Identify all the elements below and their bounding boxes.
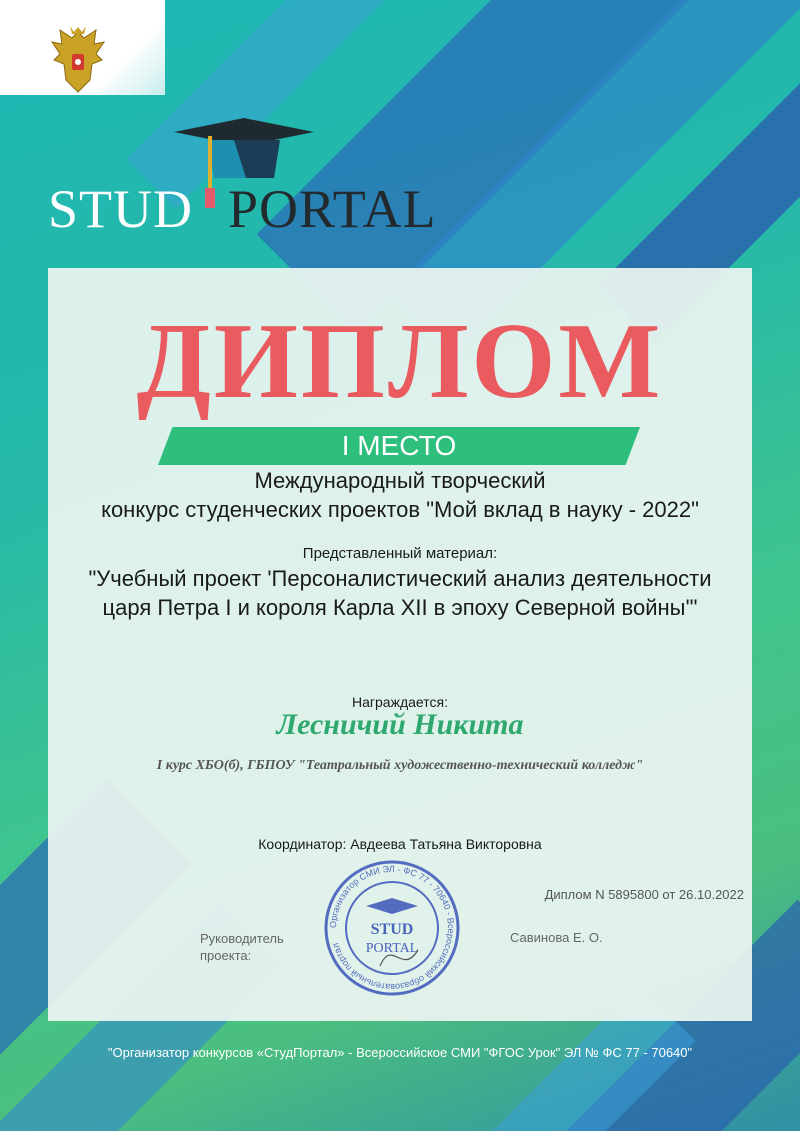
- logo-portal-text: PORTAL: [228, 179, 437, 239]
- place-label: I МЕСТО: [341, 430, 457, 461]
- recipient-institution: I курс ХБО(б), ГБПОУ "Театральный художественно-технический колледж": [156, 758, 644, 773]
- round-seal-icon: [322, 858, 462, 998]
- project-head-label: Руководитель проекта:: [200, 931, 284, 963]
- awarded-label: Награждается:: [352, 694, 448, 710]
- diploma-title: ДИПЛОМ: [136, 302, 664, 421]
- coordinator: Координатор: Авдеева Татьяна Викторовна: [258, 836, 542, 852]
- contest-name: [48, 466, 752, 524]
- seal-ring-text: Организатор СМИ ЭЛ - ФС 77 - 70640 - Всероссийский образовательный портал: [327, 863, 457, 993]
- project-head-name: Савинова Е. О.: [510, 930, 603, 945]
- recipient-name: Лесничий Никита: [276, 708, 524, 741]
- diploma-number: Диплом N 5895800 от 26.10.2022: [544, 887, 744, 902]
- project-title: [48, 564, 752, 622]
- diploma-card: [48, 268, 752, 1021]
- russian-coat-of-arms-icon: [46, 24, 110, 96]
- contest-line-1: Международный творческий: [254, 468, 546, 493]
- project-line-2: царя Петра I и короля Карла XII в эпоху Северной войны'": [102, 595, 698, 620]
- studportal-logo: [46, 112, 446, 239]
- footer-organizer: "Организатор конкурсов «СтудПортал» - Всероссийское СМИ "ФГОС Урок" ЭЛ № ФС 77 - 70640": [107, 1045, 693, 1060]
- project-line-1: "Учебный проект 'Персоналистический анализ деятельности: [88, 566, 712, 591]
- submitted-material-label: Представленный материал:: [302, 545, 498, 562]
- seal-text-portal: PORTAL: [365, 941, 419, 956]
- seal-text-stud: STUD: [370, 921, 414, 938]
- contest-line-2: конкурс студенческих проектов "Мой вклад в науку - 2022": [101, 497, 699, 522]
- logo-stud-text: STUD: [48, 179, 194, 239]
